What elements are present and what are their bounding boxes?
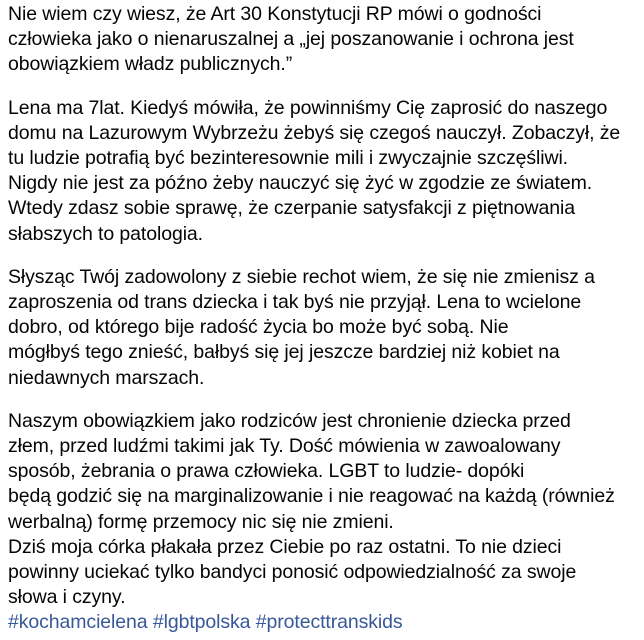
text-line: Naszym obowiązkiem jako rodziców jest chronienie dziecka przed bbox=[8, 409, 571, 432]
text-line: niedawnych marszach. bbox=[8, 366, 205, 389]
text-line: słabszych to patologia. bbox=[8, 222, 203, 245]
text-line: Wtedy zdasz sobie sprawę, że czerpanie satysfakcji z piętnowania bbox=[8, 197, 575, 220]
paragraph-1 bbox=[8, 2, 640, 78]
text-line: domu na Lazurowym Wybrzeżu żebyś się czegoś nauczył. Zobaczył, że bbox=[8, 121, 621, 144]
text-line: werbalną) formę przemocy nic się nie zmieni. bbox=[8, 510, 394, 533]
post-text bbox=[8, 2, 640, 636]
text-line: tu ludzie potrafią być bezinteresownie mili i zwyczajnie szczęśliwi. bbox=[8, 147, 569, 170]
text-line: powinny uciekać tylko bandyci ponosić odpowiedzialność za swoje bbox=[8, 561, 577, 584]
text-line: Dziś moja córka płakała przez Ciebie po raz ostatni. To nie dzieci bbox=[8, 535, 562, 558]
text-line: człowieka jako o nienaruszalnej a „jej poszanowanie i ochrona jest bbox=[8, 28, 574, 51]
text-line: będą godzić się na marginalizowanie i nie reagować na każdą (również bbox=[8, 485, 615, 508]
hashtag-row bbox=[8, 610, 640, 635]
hashtag-lgbtpolska[interactable]: #lgbtpolska bbox=[152, 611, 251, 634]
text-line: sposób, żebrania o prawa człowieka. LGBT to ludzie- dopóki bbox=[8, 460, 525, 483]
text-line: Lena ma 7lat. Kiedyś mówiła, że powinniśmy Cię zaprosić do naszego bbox=[8, 96, 608, 119]
text-line: Słysząc Twój zadowolony z siebie rechot wiem, że się nie zmienisz a bbox=[8, 265, 595, 288]
text-line: Nie wiem czy wiesz, że Art 30 Konstytucji RP mówi o godności bbox=[8, 3, 542, 25]
paragraph-3 bbox=[8, 265, 640, 391]
text-line: Nigdy nie jest za późno żeby nauczyć się żyć w zgodzie ze światem. bbox=[8, 172, 593, 195]
paragraph-2 bbox=[8, 96, 640, 247]
text-line: słowa i czyny. bbox=[8, 586, 126, 609]
paragraph-4 bbox=[8, 409, 640, 611]
hashtag-kochamcielena[interactable]: #kochamcielena bbox=[8, 611, 148, 634]
text-line: obowiązkiem władz publicznych.” bbox=[8, 53, 293, 76]
text-line: mógłbyś tego znieść, bałbyś się jej jeszcze bardziej niż kobiet na bbox=[8, 341, 560, 364]
hashtag-protecttranskids[interactable]: #protecttranskids bbox=[255, 611, 403, 634]
text-line: zaproszenia od trans dziecka i tak byś nie przyjął. Lena to wcielone bbox=[8, 291, 582, 314]
text-line: dobro, od którego bije radość życia bo może być sobą. Nie bbox=[8, 316, 509, 339]
text-line: złem, przed ludźmi takimi jak Ty. Dość mówienia w zawoalowany bbox=[8, 435, 561, 458]
